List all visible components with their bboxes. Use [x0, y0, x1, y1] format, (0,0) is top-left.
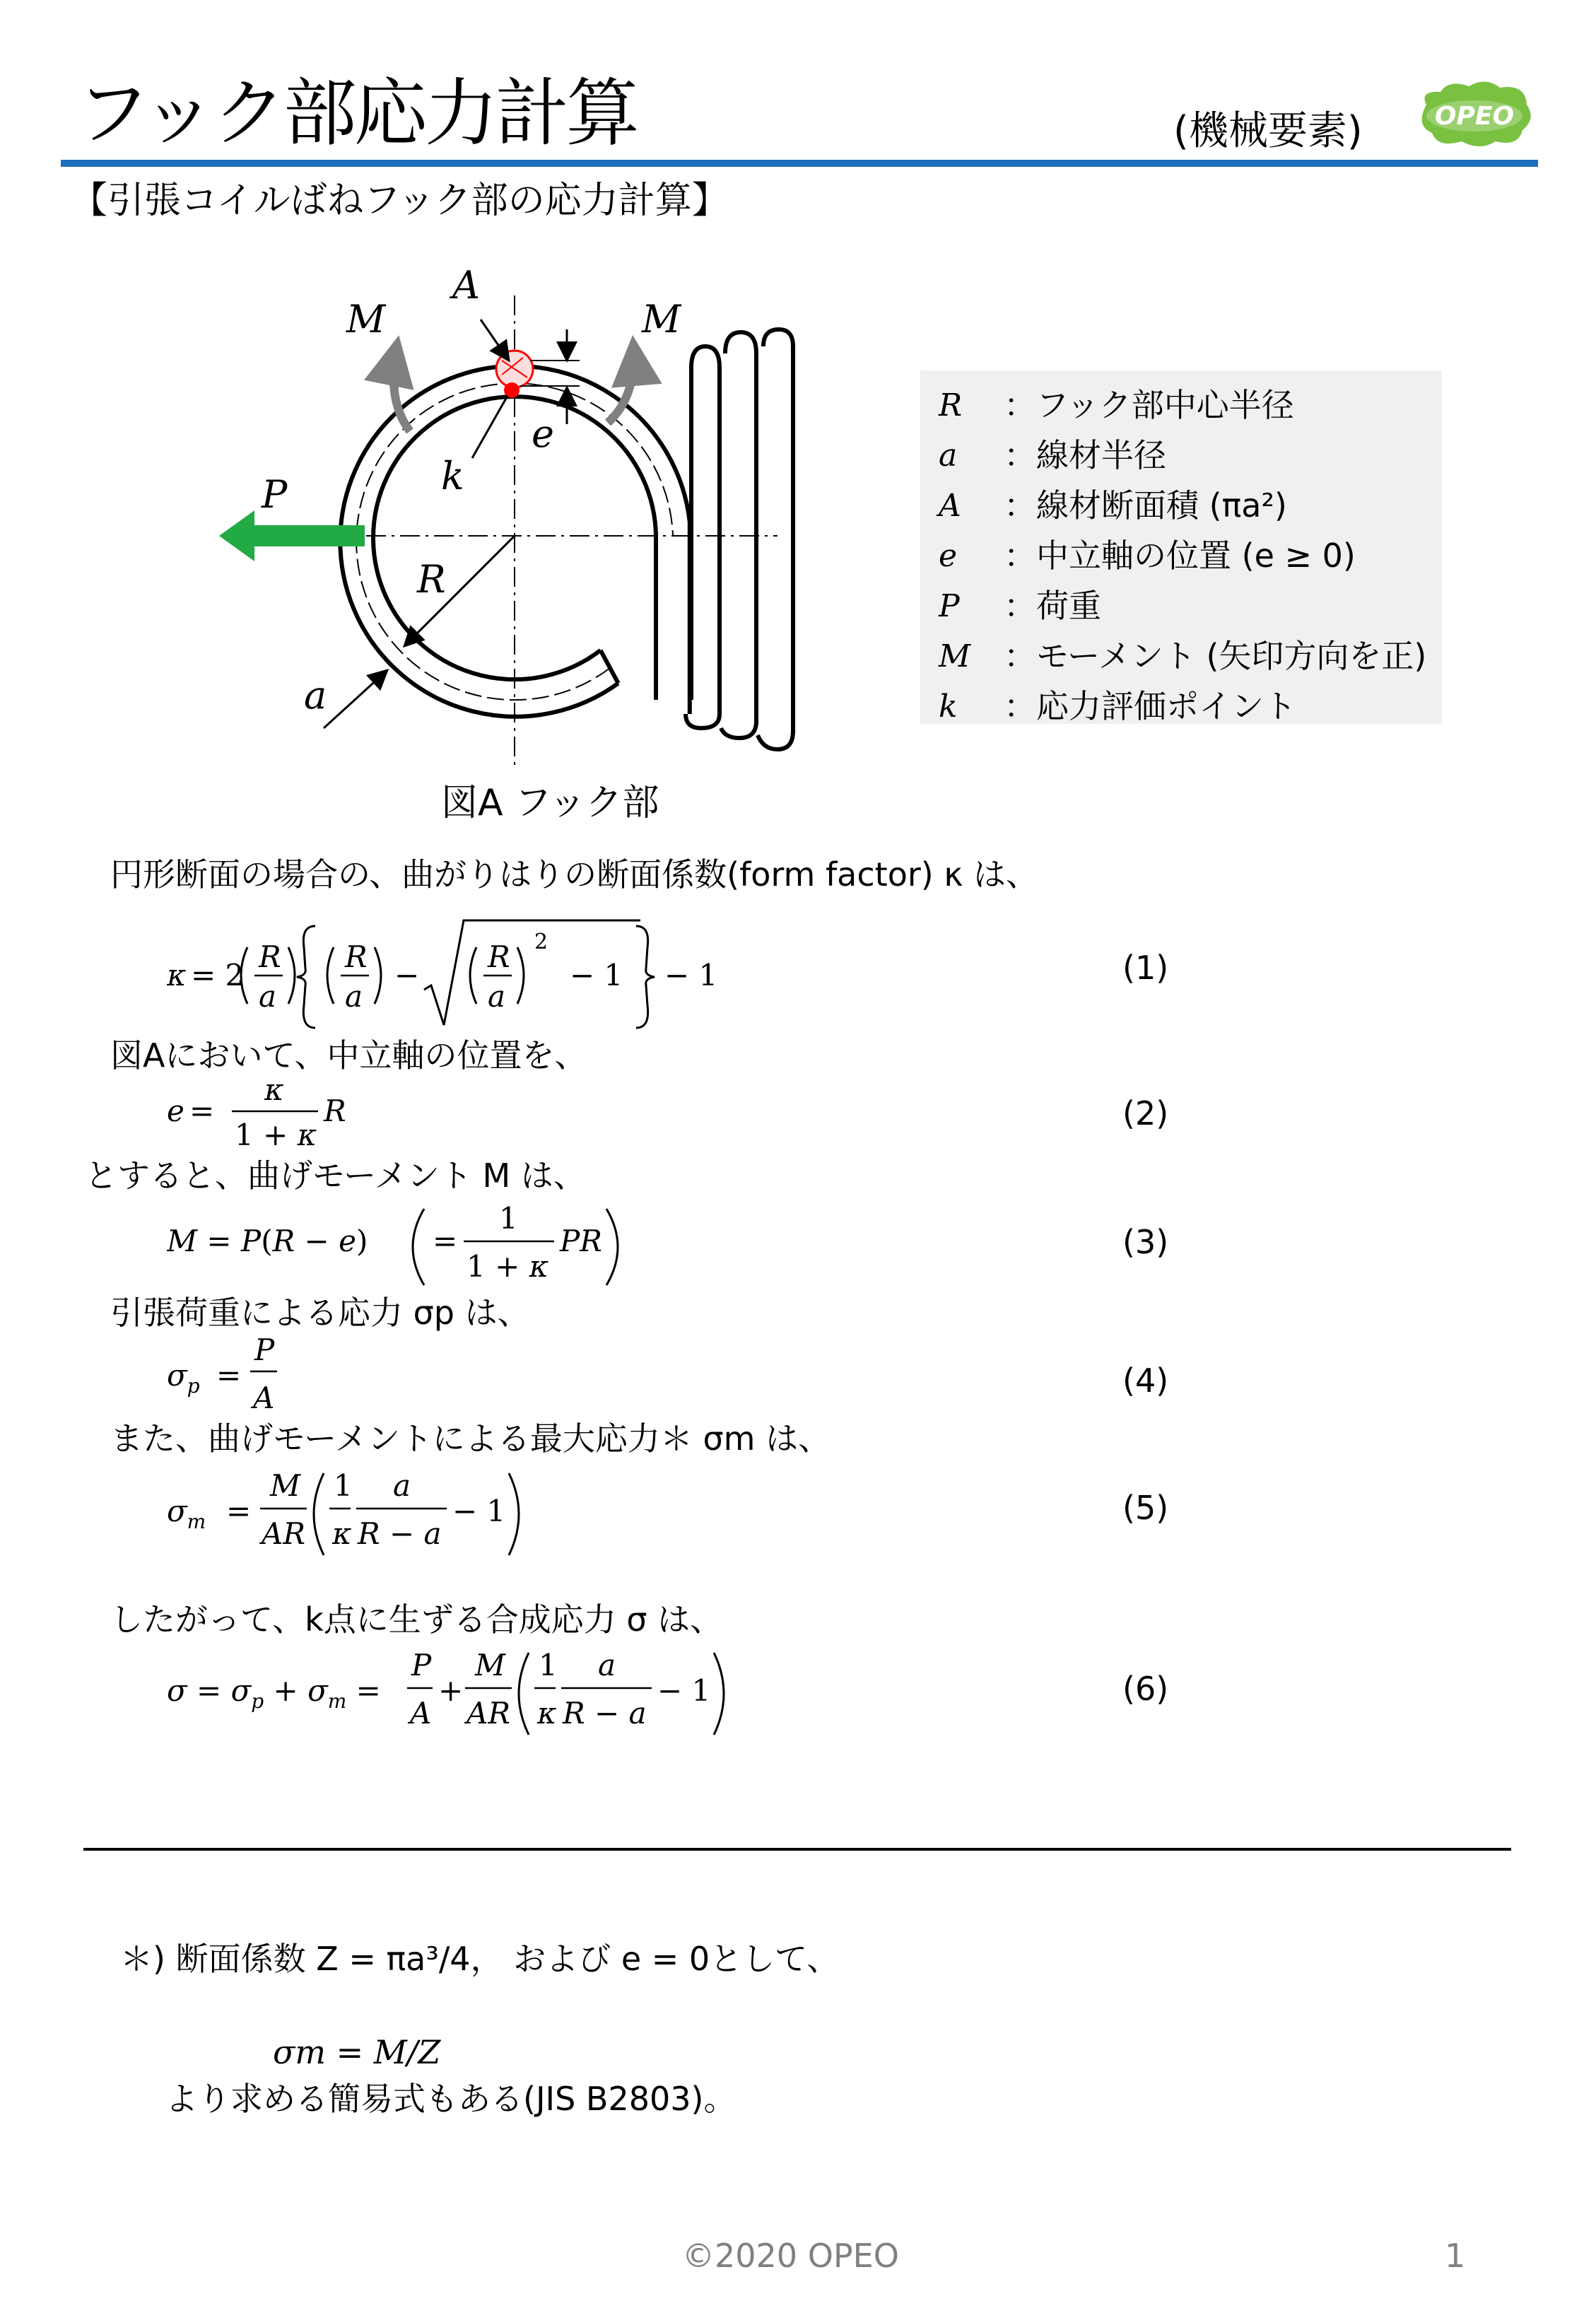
legend-desc: ：フック部中心半径 [1004, 386, 1294, 424]
svg-text:+: + [438, 1673, 464, 1708]
intro-neutral-axis: 図Aにおいて、中立軸の位置を、 [110, 1036, 587, 1074]
svg-text:R: R [324, 1094, 346, 1128]
svg-text:− 1: − 1 [664, 958, 718, 992]
svg-text:P: P [254, 1333, 275, 1367]
page-title: フック部応力計算 [76, 70, 637, 156]
legend-desc: ：線材断面積 (πa²) [1004, 486, 1287, 525]
svg-text:1 + κ: 1 + κ [467, 1249, 549, 1284]
label-a: a [304, 673, 327, 718]
legend-symbol: P [939, 588, 960, 624]
svg-text:− 1: − 1 [452, 1494, 506, 1528]
svg-text:a: a [598, 1648, 616, 1682]
svg-text:a: a [488, 979, 506, 1014]
svg-text:R − a: R − a [358, 1516, 442, 1551]
svg-text:1 + κ: 1 + κ [235, 1118, 317, 1152]
hook-figure [198, 262, 806, 778]
legend-row [920, 380, 1442, 431]
point-k [504, 382, 520, 398]
formula-2 [167, 1072, 379, 1156]
svg-text:AR: AR [467, 1696, 510, 1731]
svg-text:σm: $\sigma_m$ [167, 1494, 206, 1533]
svg-text:a: a [259, 979, 277, 1014]
label-e: e [532, 411, 554, 456]
label-R: R [417, 557, 446, 602]
svg-text:R − a: R − a [563, 1696, 647, 1731]
svg-text:1: 1 [334, 1468, 353, 1503]
svg-text:R: R [488, 939, 510, 974]
svg-text:σ = σp + σm =: $\sigma = \sigma_p + \sigma_m$ = [167, 1673, 381, 1713]
svg-text:κ: κ [264, 1072, 284, 1107]
svg-text:− 1: − 1 [570, 958, 623, 992]
footnote-formula: σm = M/Z [273, 2033, 441, 2071]
legend-symbol: e [939, 538, 958, 574]
formula-4 [167, 1329, 308, 1421]
label-A: A [452, 263, 480, 308]
page-number: 1 [1445, 2237, 1466, 2275]
legend-row [920, 631, 1442, 681]
svg-text:−: − [394, 958, 420, 992]
svg-text:M: M [475, 1648, 506, 1682]
legend-symbol: M [939, 638, 971, 674]
label-P: P [262, 472, 288, 517]
coil-body [686, 329, 793, 749]
legend-symbol: k [939, 689, 958, 725]
legend-row [920, 431, 1442, 481]
intro-combined-stress: したがって、k点に生ずる合成応力 σ は、 [110, 1600, 723, 1639]
formula-6 [167, 1640, 775, 1746]
opeo-logo [1412, 76, 1537, 153]
section-title: 【引張コイルばねフック部の応力計算】 [71, 180, 729, 222]
moment-arrow-left [394, 344, 410, 431]
legend-row [920, 481, 1442, 531]
svg-text:M: M [270, 1468, 301, 1503]
legend-row [920, 681, 1442, 732]
svg-text:a: a [393, 1468, 411, 1503]
svg-text:R: R [259, 939, 281, 974]
svg-text:=: = [226, 1494, 252, 1528]
equation-number: (4) [1122, 1362, 1169, 1400]
equation-number: (3) [1122, 1223, 1169, 1261]
legend-desc: ：荷重 [1004, 587, 1101, 625]
legend-desc: ：応力評価ポイント [1004, 687, 1296, 725]
figure-caption: 図A フック部 [441, 782, 659, 824]
svg-text:M = P(R − e): M = P(R − e) [167, 1224, 368, 1258]
legend-symbol: R [939, 387, 963, 423]
equation-number: (5) [1122, 1489, 1169, 1527]
svg-text:A: A [253, 1381, 275, 1415]
svg-text:σp: $\sigma_p$ [167, 1358, 200, 1398]
label-M-left: M [346, 297, 386, 341]
svg-text:PR: PR [560, 1224, 602, 1258]
svg-text:κ: κ [332, 1516, 352, 1551]
svg-text:κ: κ [537, 1696, 557, 1731]
formula-3 [167, 1198, 633, 1296]
equation-number: (2) [1122, 1094, 1169, 1132]
svg-text:AR: AR [262, 1516, 305, 1551]
logo-text: OPEO [1434, 102, 1515, 131]
svg-text:a: a [345, 979, 363, 1014]
footnote-line-2: より求める簡易式もある(JIS B2803)。 [165, 2080, 737, 2118]
footnote-rule [83, 1848, 1511, 1851]
symbol-legend [920, 370, 1442, 724]
svg-text:A: A [410, 1696, 432, 1731]
svg-text:1: 1 [499, 1201, 518, 1236]
intro-moment: とすると、曲げモーメント M は、 [85, 1156, 586, 1195]
svg-text:2: 2 [534, 930, 548, 954]
load-arrow-shaft [240, 525, 365, 546]
svg-text:=: = [189, 1094, 215, 1128]
legend-desc: ：中立軸の位置 (e ≥ 0) [1004, 537, 1356, 575]
intro-bending-stress: また、曲げモーメントによる最大応力＊ σm は、 [110, 1419, 831, 1458]
intro-tensile-stress: 引張荷重による応力 σp は、 [110, 1294, 530, 1332]
hook-end-cap [601, 650, 618, 684]
svg-text:1: 1 [539, 1648, 558, 1682]
category-label: (機械要素) [1173, 108, 1363, 154]
legend-row [920, 581, 1442, 631]
svg-text:R: R [345, 939, 368, 974]
formula-1 [167, 912, 732, 1039]
load-arrow-head [219, 510, 254, 561]
svg-text:P: P [411, 1648, 432, 1682]
legend-desc: ：線材半径 [1004, 436, 1166, 474]
svg-text:=: = [433, 1224, 458, 1258]
equation-number: (1) [1122, 949, 1169, 987]
svg-text:=: = [216, 1358, 242, 1393]
legend-symbol: A [939, 488, 961, 524]
formula-5 [167, 1460, 563, 1567]
label-M-right: M [642, 297, 681, 341]
svg-text:− 1: − 1 [657, 1673, 711, 1708]
legend-desc: ：モーメント (矢印方向を正) [1004, 637, 1427, 675]
label-k: k [441, 454, 464, 498]
equation-number: (6) [1122, 1670, 1169, 1708]
legend-symbol: a [939, 438, 958, 474]
copyright: ©2020 OPEO [682, 2237, 899, 2275]
intro-kappa: 円形断面の場合の、曲がりはりの断面係数(form factor) κ は、 [110, 855, 1039, 894]
header-rule [61, 160, 1538, 167]
footnote-line-1: ＊) 断面係数 Z = πa³/4， および e = 0として、 [120, 1940, 840, 1978]
legend-row [920, 531, 1442, 581]
svg-text:κ: κ [167, 958, 187, 992]
svg-text:e: e [167, 1094, 184, 1128]
svg-text:= 2: = 2 [191, 958, 245, 992]
